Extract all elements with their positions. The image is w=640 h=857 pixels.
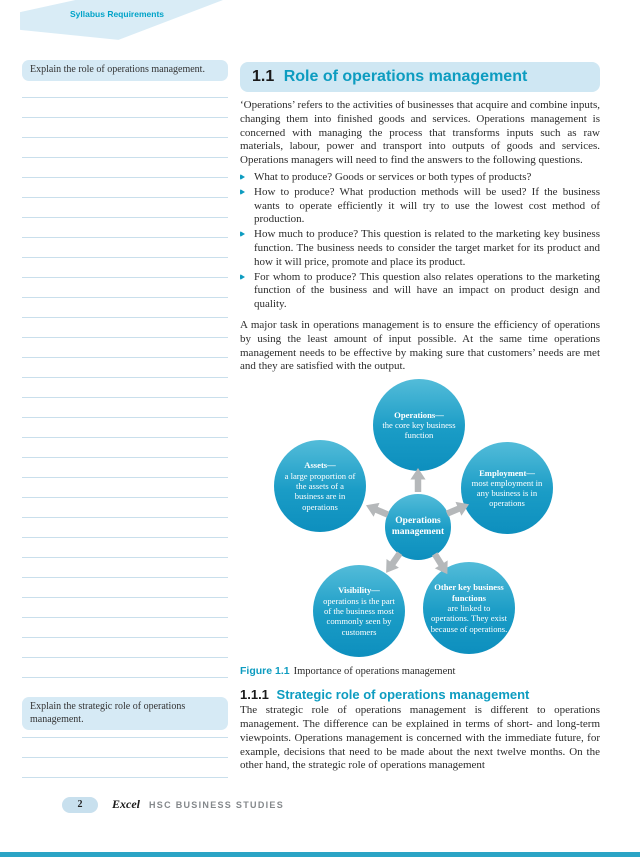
ruled-line: [22, 397, 228, 398]
diagram-node-operations: Operations— the core key business function: [373, 379, 465, 471]
ruled-line: [22, 177, 228, 178]
ruled-line: [22, 277, 228, 278]
list-item: How to produce? What production methods will be used? If the business wants to operate efficiently it will try to use the lowest cost method of production.: [240, 186, 600, 227]
list-item: How much to produce? This question is related to the marketing key business function. The business needs to consider the target market for its product and how it will price, promote and place its product.: [240, 228, 600, 269]
ruled-line: [22, 257, 228, 258]
section-heading: [240, 62, 600, 92]
ruled-line: [22, 117, 228, 118]
ruled-line: [22, 417, 228, 418]
ruled-line: [22, 557, 228, 558]
sidebar-ruled-lines-2: [22, 737, 228, 797]
ruled-line: [22, 677, 228, 678]
diagram-node-assets: Assets— a large proportion of the assets of a business are in operations: [274, 440, 366, 532]
ruled-line: [22, 517, 228, 518]
subsection-title: Strategic role of operations management: [276, 687, 530, 703]
bullet-arrow-icon: [240, 228, 254, 269]
section-number: 1.1: [252, 68, 275, 85]
ruled-line: [22, 497, 228, 498]
sidebar-ruled-lines-1: [22, 97, 228, 697]
figure-caption-label: Figure 1.1: [240, 665, 290, 678]
ruled-line: [22, 377, 228, 378]
ruled-line: [22, 137, 228, 138]
figure-caption: [240, 665, 600, 677]
main-content: [240, 62, 600, 776]
page-footer: [0, 795, 640, 815]
ruled-line: [22, 737, 228, 738]
ruled-line: [22, 617, 228, 618]
diagram-node-visibility: Visibility— operations is the part of the business most commonly seen by customers: [313, 565, 405, 657]
subsection-number: 1.1.1: [240, 687, 269, 703]
ruled-line: [22, 317, 228, 318]
ruled-line: [22, 537, 228, 538]
ruled-line: [22, 437, 228, 438]
ruled-line: [22, 237, 228, 238]
ruled-line: [22, 197, 228, 198]
arrow-up-icon: [409, 468, 427, 492]
ruled-line: [22, 457, 228, 458]
ruled-line: [22, 157, 228, 158]
ruled-line: [22, 217, 228, 218]
margin-notes-sidebar: [22, 0, 228, 857]
ruled-line: [22, 97, 228, 98]
figure-caption-text: Importance of operations management: [293, 666, 456, 678]
ruled-line: [22, 297, 228, 298]
bullet-arrow-icon: [240, 171, 254, 185]
bullet-arrow-icon: [240, 271, 254, 312]
bullet-arrow-icon: [240, 186, 254, 227]
ruled-line: [22, 357, 228, 358]
ruled-line: [22, 777, 228, 778]
figure-1-1-diagram: [255, 379, 585, 657]
syllabus-banner-label: Syllabus Requirements: [70, 9, 165, 19]
section-title: Role of operations management: [283, 68, 528, 85]
syllabus-note: Explain the strategic role of operations management.: [22, 697, 228, 730]
book-brand: [112, 797, 284, 812]
syllabus-note: Explain the role of operations management.: [22, 60, 228, 81]
diagram-node-employment: Employment— most employment in any business is in operations: [461, 442, 553, 534]
subsection-paragraph: The strategic role of operations management is different to operations management. The difference can be explained in terms of short- and long-term viewpoints. Operations management is concerned with the immediate future, for example, decisions that need to be made about the next twelve months. On the other hand, the strategic role of operations management: [240, 704, 600, 772]
ruled-line: [22, 597, 228, 598]
diagram-node-other-functions: Other key business functions are linked to operations. They exist because of operations.: [423, 562, 515, 654]
list-item: For whom to produce? This question also relates operations to the marketing function of the business and will have an impact on product design and quality.: [240, 271, 600, 312]
list-item: What to produce? Goods or services or both types of products?: [240, 171, 600, 185]
brand-series-label: HSC BUSINESS STUDIES: [149, 800, 285, 810]
ruled-line: [22, 577, 228, 578]
subsection-heading: [240, 687, 600, 702]
intro-paragraph: ‘Operations’ refers to the activities of businesses that acquire and combine inputs, changing them into finished goods and services. Operations management is concerned with managing the process that transforms inputs such as raw materials, labour, power and transport into outputs of goods and services. Operations managers will need to find the answers to the following questions.: [240, 99, 600, 167]
bottom-accent-bar: [0, 852, 640, 857]
brand-excel-label: Excel: [112, 797, 140, 811]
page-number-badge: 2: [62, 797, 98, 813]
ruled-line: [22, 337, 228, 338]
question-bullet-list: [240, 171, 600, 312]
ruled-line: [22, 477, 228, 478]
ruled-line: [22, 757, 228, 758]
closing-paragraph: A major task in operations management is to ensure the efficiency of operations by using the least amount of input possible. At the same time operations management needs to be effective by making sure that customers’ needs are met and they are satisfied with the output.: [240, 318, 600, 373]
diagram-node-operations-management: Operations management: [385, 494, 451, 560]
ruled-line: [22, 657, 228, 658]
ruled-line: [22, 637, 228, 638]
